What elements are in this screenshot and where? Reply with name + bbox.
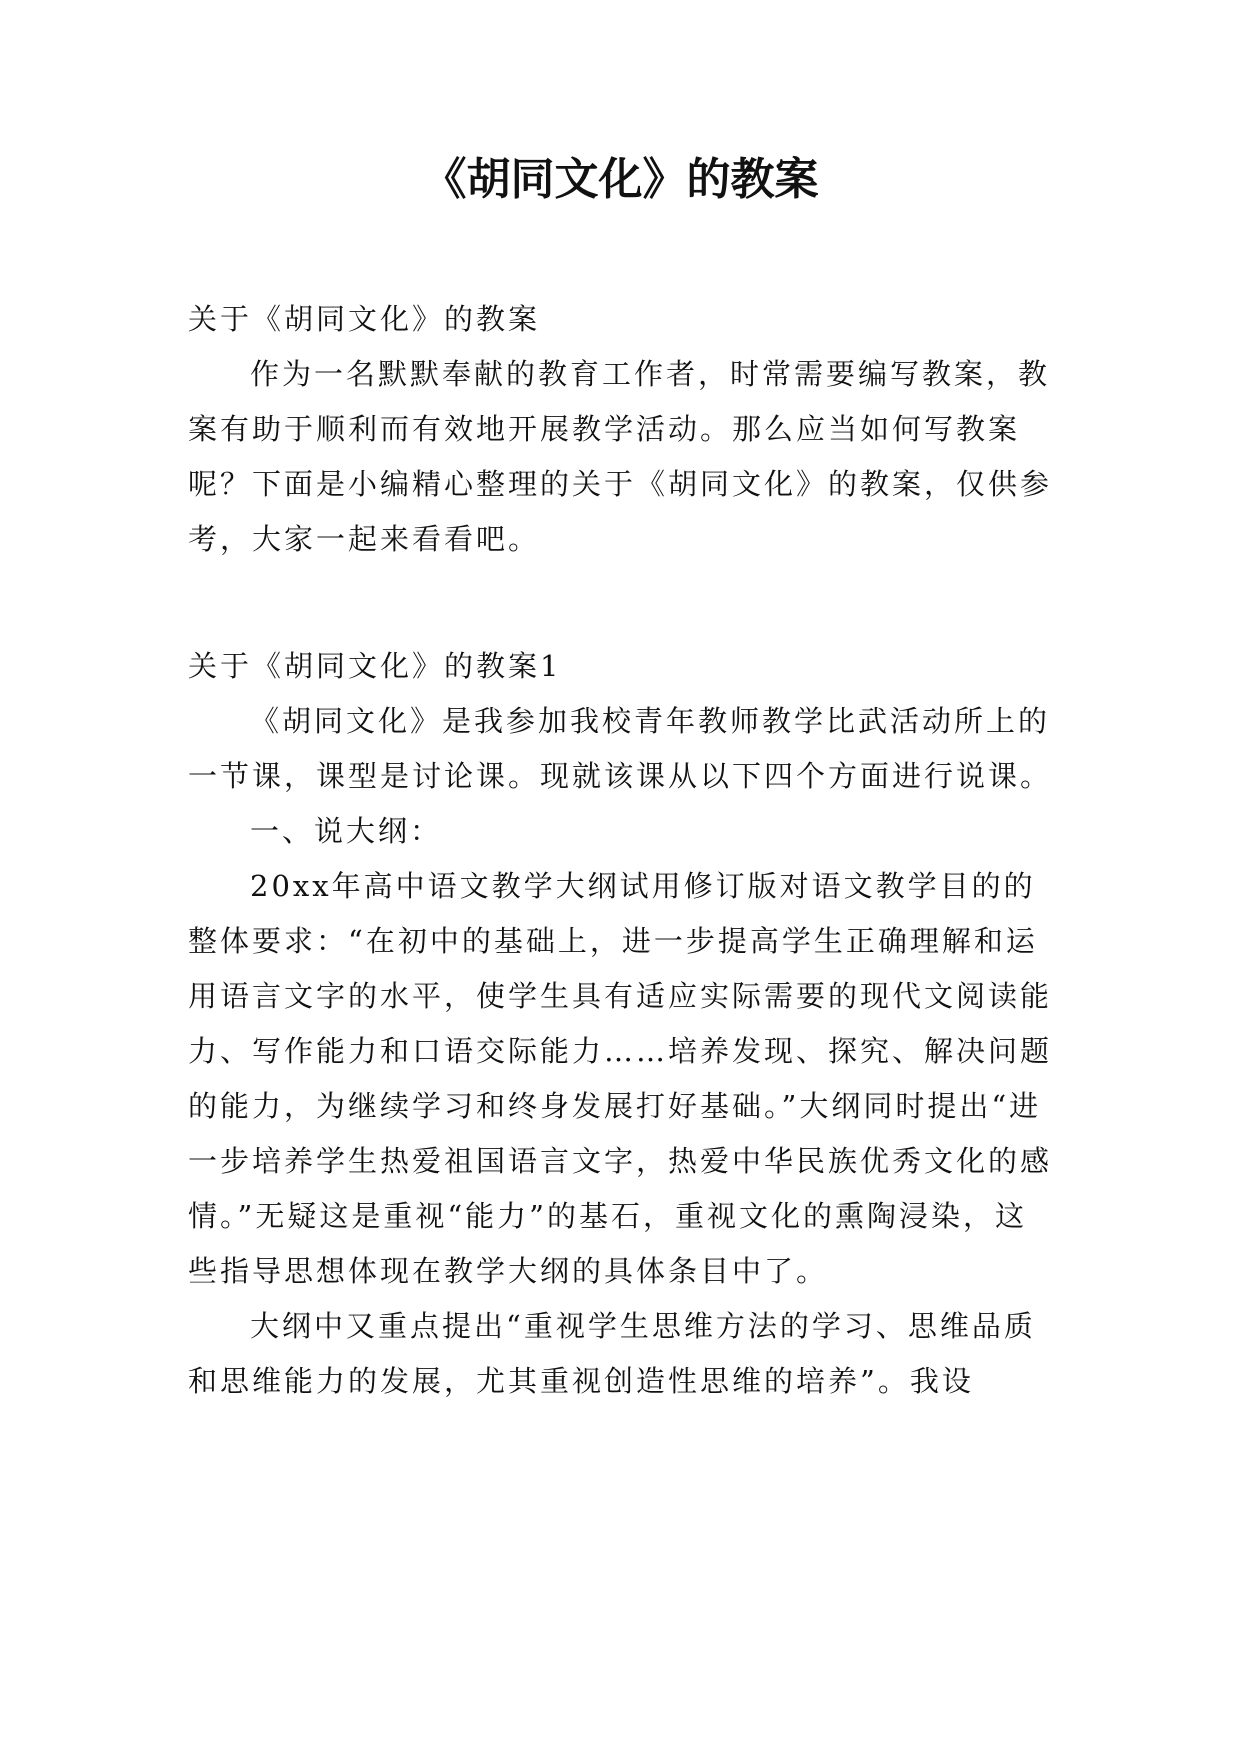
document-title: 《胡同文化》的教案 (422, 154, 819, 205)
outline-paragraph: 20xx年高中语文教学大纲试用修订版对语文教学目的的整体要求：“在初中的基础上，进一步提高学生正确理解和运用语言文字的水平，使学生具有适应实际需要的现代文阅读能力、写作能力和口语交际能力……培养发现、探究、解决问题的能力，为继续学习和终身发展打好基础。”大纲同时提出“进一步培养学生热爱祖国语言文字，热爱中华民族优秀文化的感情。”无疑这是重视“能力”的基石，重视文化的熏陶浸染，这些指导思想体现在教学大纲的具体条目中了。 (188, 869, 1053, 1288)
document-body (188, 292, 1054, 1409)
lesson-overview-paragraph: 《胡同文化》是我参加我校青年教师教学比武活动所上的一节课，课型是讨论课。现就该课从以下四个方面进行说课。 (188, 704, 1053, 793)
section-heading-lesson-1: 关于《胡同文化》的教案1 (188, 649, 562, 683)
section-heading-intro: 关于《胡同文化》的教案 (188, 302, 541, 336)
thinking-emphasis-paragraph: 大纲中又重点提出“重视学生思维方法的学习、思维品质和思维能力的发展，尤其重视创造性思维的培养”。我设 (188, 1309, 1036, 1398)
outline-heading: 一、说大纲： (250, 814, 443, 848)
intro-paragraph: 作为一名默默奉献的教育工作者，时常需要编写教案，教案有助于顺利而有效地开展教学活动。那么应当如何写教案呢？下面是小编精心整理的关于《胡同文化》的教案，仅供参考，大家一起来看看吧。 (188, 357, 1053, 556)
